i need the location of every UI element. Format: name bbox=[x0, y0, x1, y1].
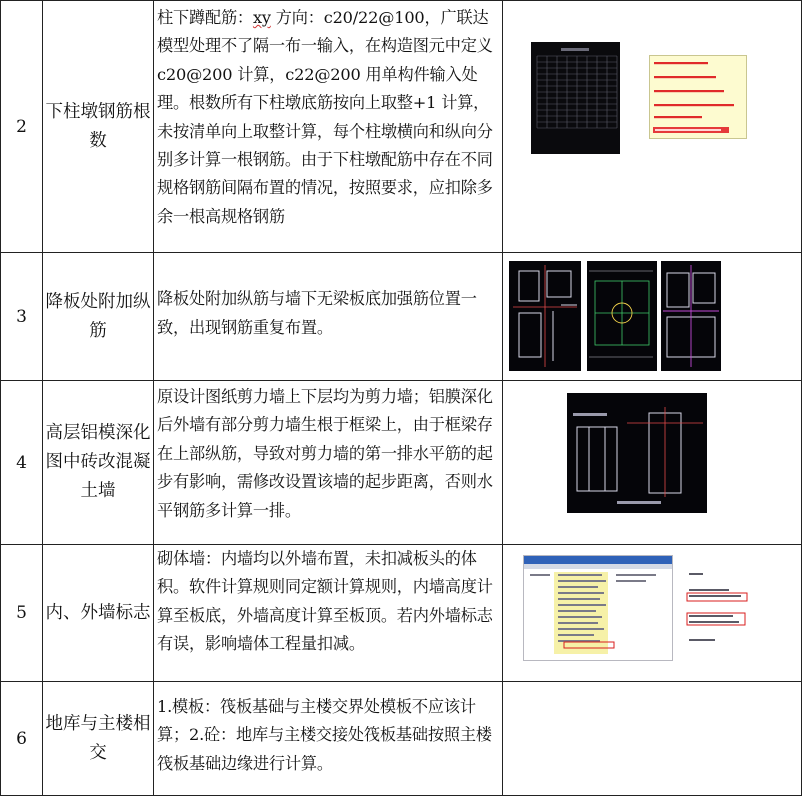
rebar-table-screenshot bbox=[531, 42, 620, 154]
notes-screenshot bbox=[649, 55, 747, 139]
notes-graphic bbox=[683, 569, 763, 655]
row-image-cell bbox=[503, 253, 802, 381]
cad-plan-3 bbox=[661, 261, 721, 371]
cad-drawing-graphic bbox=[661, 261, 721, 371]
table-row bbox=[1, 253, 802, 381]
row-item-name: 内、外墙标志 bbox=[43, 545, 154, 682]
wall-section-drawing bbox=[567, 393, 707, 513]
cad-drawing-graphic bbox=[567, 393, 707, 513]
row-description: 柱下蹲配筋：xy 方向：c20/22@100，广联达模型处理不了隔一布一输入，在构造图元中定义 c20@200 计算，c22@200 用单构件输入处理。根数所有下柱墩底筋按向上取整+1 计算，未按清单向上取整计算，每个柱墩横向和纵向分别多计算一根钢筋。由于下柱墩配筋中存在不同规格钢筋间隔布置的情况，按照要求，应扣除多余一根高规格钢筋 bbox=[154, 1, 503, 253]
row-image-cell bbox=[503, 545, 802, 682]
row-number: 6 bbox=[1, 682, 43, 796]
row-description: 原设计图纸剪力墙上下层均为剪力墙；铝膜深化后外墙有部分剪力墙生根于框梁上，由于框梁存在上部纵筋，导致对剪力墙的第一排水平筋的起步有影响，需修改设置该墙的起步距离，否则水平钢筋多计算一排。 bbox=[154, 381, 503, 545]
row-number: 3 bbox=[1, 253, 43, 381]
rule-notes-screenshot bbox=[683, 569, 763, 655]
row-item-name: 地库与主楼相交 bbox=[43, 682, 154, 796]
row-image-cell bbox=[503, 381, 802, 545]
table-row bbox=[1, 1, 802, 253]
table-row bbox=[1, 682, 802, 796]
row-number: 2 bbox=[1, 1, 43, 253]
table-grid-graphic bbox=[531, 42, 620, 154]
row-description: 降板处附加纵筋与墙下无梁板底加强筋位置一致，出现钢筋重复布置。 bbox=[154, 253, 503, 381]
cad-drawing-graphic bbox=[587, 261, 657, 371]
cad-drawing-graphic bbox=[509, 261, 581, 371]
row-item-name: 下柱墩钢筋根数 bbox=[43, 1, 154, 253]
software-tree-screenshot bbox=[523, 555, 673, 661]
table-row bbox=[1, 381, 802, 545]
table-row bbox=[1, 545, 802, 682]
cad-plan-1 bbox=[509, 261, 581, 371]
cad-plan-2 bbox=[587, 261, 657, 371]
row-description: 砌体墙：内墙均以外墙布置，未扣减板头的体积。软件计算规则同定额计算规则，内墙高度计算至板底，外墙高度计算至板顶。若内外墙标志有误，影响墙体工程量扣减。 bbox=[154, 545, 503, 682]
row-item-name: 高层铝模深化图中砖改混凝土墙 bbox=[43, 381, 154, 545]
row-number: 5 bbox=[1, 545, 43, 682]
row-image-cell bbox=[503, 1, 802, 253]
tree-list-graphic bbox=[524, 556, 672, 660]
row-image-cell bbox=[503, 682, 802, 796]
row-item-name: 降板处附加纵筋 bbox=[43, 253, 154, 381]
row-number: 4 bbox=[1, 381, 43, 545]
notes-graphic bbox=[650, 56, 746, 138]
row-description: 1.模板：筏板基础与主楼交界处模板不应该计算；2.砼：地库与主楼交接处筏板基础按照主楼筏板基础边缘进行计算。 bbox=[154, 682, 503, 796]
